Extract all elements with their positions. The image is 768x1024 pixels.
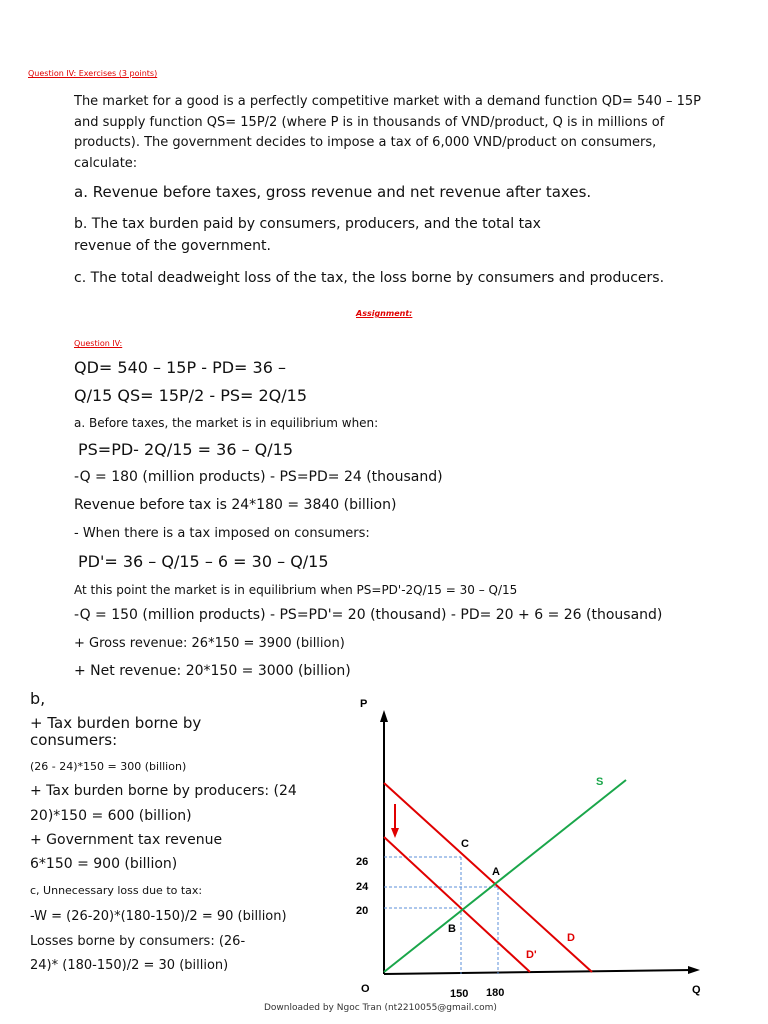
consumer-burden-heading-1: + Tax burden borne by	[30, 714, 202, 732]
supply-demand-graph	[340, 690, 720, 1010]
q-axis	[384, 970, 692, 974]
eq-q150: -Q = 150 (million products) - PS=PD'= 20 (thousand) - PD= 20 + 6 = 26 (thousand)	[74, 607, 663, 623]
point-c-label: C	[461, 838, 469, 850]
tick-p20: 20	[356, 905, 369, 917]
tick-q180: 180	[486, 987, 505, 999]
eq-line1: QD= 540 – 15P - PD= 36 –	[74, 358, 286, 377]
axis-label-p: P	[360, 698, 368, 710]
guide-lines	[384, 857, 498, 974]
consumer-loss-1: Losses borne by consumers: (26-	[30, 934, 246, 949]
assignment-title: Assignment:	[356, 309, 413, 318]
consumer-burden-calc: (26 - 24)*150 = 300 (billion)	[30, 760, 187, 773]
axis-label-q: Q	[692, 984, 701, 996]
shift-arrow-head-icon	[391, 828, 399, 838]
task-a: a. Revenue before taxes, gross revenue and net revenue after taxes.	[74, 183, 592, 201]
gov-revenue-1: + Government tax revenue	[30, 832, 223, 848]
tick-p26: 26	[356, 856, 369, 868]
gov-revenue-2: 6*150 = 900 (billion)	[30, 856, 178, 872]
intro-paragraph: The market for a good is a perfectly competitive market with a demand function QD= 540 – 15P and supply function QS= 15P/2 (where P is in thousands of VND/product, Q is in millions of products). The government decides to impose a tax of 6,000 VND/product on consumers, calculate:	[74, 94, 701, 171]
tax-intro: - When there is a tax imposed on consumers:	[74, 526, 370, 541]
eq-demand-after-tax: PD'= 36 – Q/15 – 6 = 30 – Q/15	[78, 552, 329, 571]
label-demand-prime: D'	[526, 949, 537, 961]
part-c-label: c, Unnecessary loss due to tax:	[30, 884, 203, 897]
producer-burden-2: 20)*150 = 600 (billion)	[30, 808, 192, 824]
point-a-label: A	[492, 866, 500, 878]
q-axis-arrow-icon	[688, 966, 700, 974]
producer-burden-1: + Tax burden borne by producers: (24	[30, 783, 297, 799]
supply-line	[384, 780, 626, 972]
consumer-burden-heading-2: consumers:	[30, 731, 118, 749]
footer-download-note: Downloaded by Ngoc Tran (nt2210055@gmail.com)	[264, 1003, 497, 1013]
revenue-before-tax: Revenue before tax is 24*180 = 3840 (billion)	[74, 497, 397, 513]
eq-equilibrium: PS=PD- 2Q/15 = 36 – Q/15	[78, 440, 294, 459]
eq-equilibrium-after-tax: At this point the market is in equilibrium when PS=PD'-2Q/15 = 30 – Q/15	[74, 583, 518, 597]
eq-line2: Q/15 QS= 15P/2 - PS= 2Q/15	[74, 386, 308, 405]
task-c: c. The total deadweight loss of the tax, the loss borne by consumers and producers.	[74, 270, 665, 286]
tick-q150: 150	[450, 988, 469, 1000]
label-supply: S	[596, 776, 604, 788]
task-b-line1: b. The tax burden paid by consumers, producers, and the total tax	[74, 216, 541, 232]
gross-revenue: + Gross revenue: 26*150 = 3900 (billion)	[74, 636, 345, 651]
task-b-line2: revenue of the government.	[74, 238, 271, 254]
net-revenue: + Net revenue: 20*150 = 3000 (billion)	[74, 663, 351, 679]
consumer-loss-2: 24)* (180-150)/2 = 30 (billion)	[30, 958, 229, 973]
part-b-label: b,	[30, 689, 46, 708]
a-intro: a. Before taxes, the market is in equilibrium when:	[74, 416, 379, 430]
p-axis-arrow-icon	[380, 710, 388, 722]
eq-q180: -Q = 180 (million products) - PS=PD= 24 (thousand)	[74, 469, 443, 485]
tick-p24: 24	[356, 881, 369, 893]
question-heading: Question IV: Exercises (3 points)	[28, 69, 158, 78]
assignment-question: Question IV:	[74, 339, 123, 348]
deadweight-loss: -W = (26-20)*(180-150)/2 = 90 (billion)	[30, 909, 287, 924]
origin-label: O	[361, 983, 370, 995]
point-b-label: B	[448, 923, 456, 935]
demand-line-d	[384, 783, 592, 972]
label-demand: D	[567, 932, 575, 944]
